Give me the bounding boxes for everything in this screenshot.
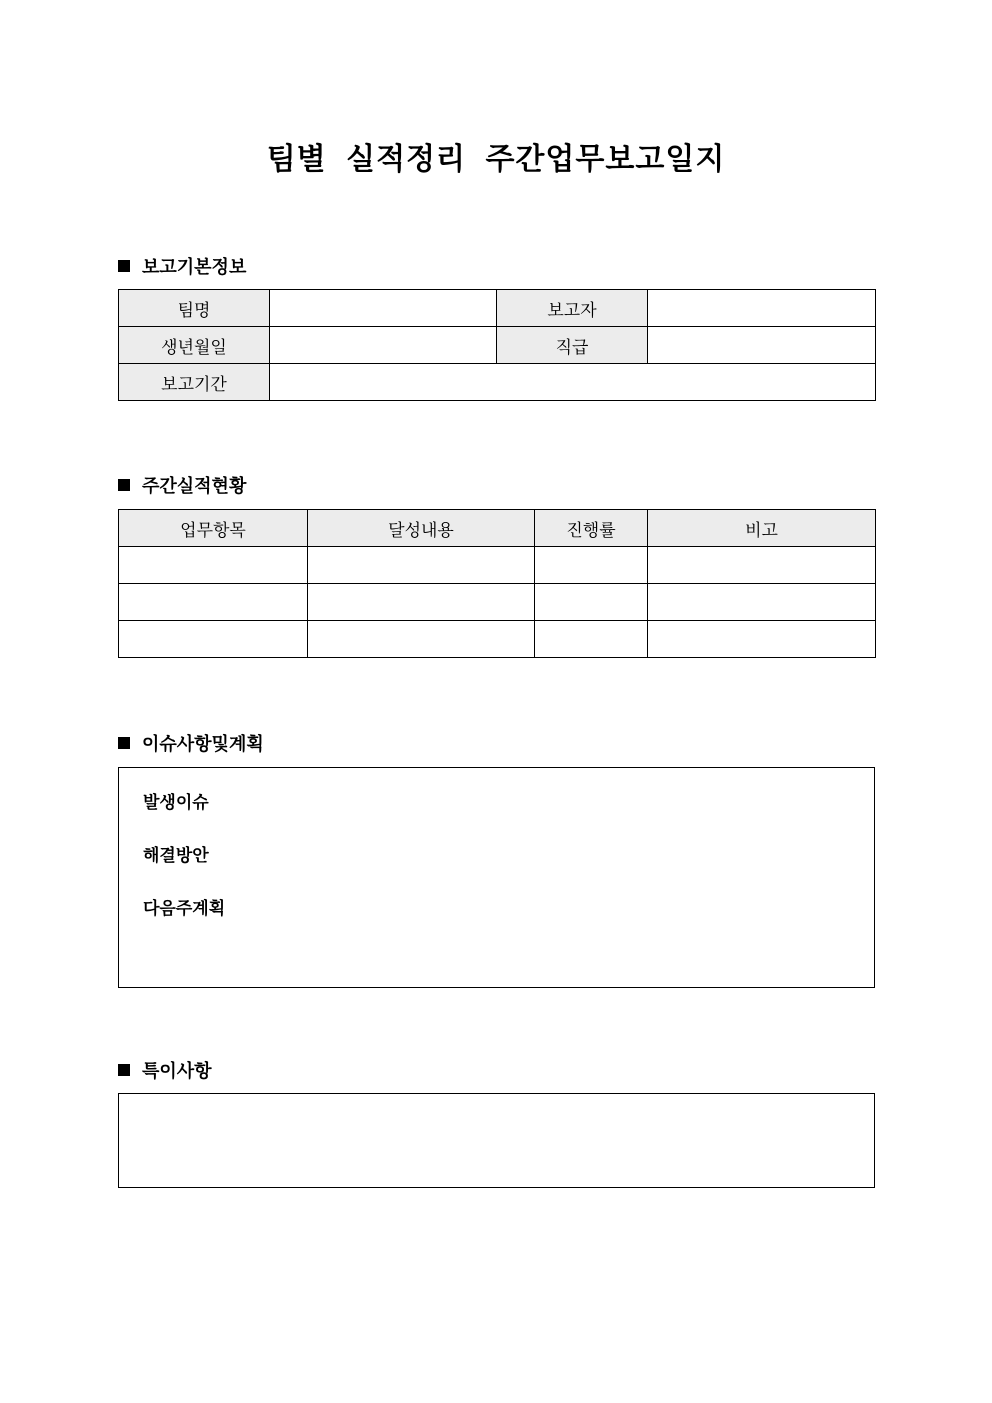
- square-bullet-icon: [118, 479, 130, 491]
- section-heading-label: 이슈사항및계획: [142, 734, 264, 755]
- progress-cell[interactable]: [535, 621, 648, 658]
- period-field[interactable]: [270, 364, 876, 401]
- achievement-cell[interactable]: [308, 621, 535, 658]
- square-bullet-icon: [118, 1064, 130, 1076]
- table-row: [119, 621, 876, 658]
- weekly-performance-table: [118, 509, 876, 658]
- reporter-label: 보고자: [497, 290, 648, 327]
- remarks-cell[interactable]: [648, 547, 876, 584]
- remarks-cell[interactable]: [648, 584, 876, 621]
- table-row: [119, 547, 876, 584]
- table-row: [119, 327, 876, 364]
- section-heading-basic-info: [118, 253, 246, 279]
- section-heading-label: 특이사항: [142, 1061, 212, 1082]
- progress-cell[interactable]: [535, 584, 648, 621]
- task-cell[interactable]: [119, 584, 308, 621]
- table-row: [119, 584, 876, 621]
- task-cell[interactable]: [119, 621, 308, 658]
- table-row: [119, 364, 876, 401]
- section-heading-label: 주간실적현황: [142, 476, 247, 497]
- team-field[interactable]: [270, 290, 497, 327]
- period-label: 보고기간: [119, 364, 270, 401]
- remarks-cell[interactable]: [648, 621, 876, 658]
- issue-occurrence-label: 발생이슈: [143, 793, 209, 813]
- section-heading-issues: [118, 730, 264, 756]
- team-label: 팀명: [119, 290, 270, 327]
- column-header-progress: 진행률: [535, 510, 648, 547]
- progress-cell[interactable]: [535, 547, 648, 584]
- position-field[interactable]: [648, 327, 876, 364]
- section-heading-notes: [118, 1057, 212, 1083]
- achievement-cell[interactable]: [308, 547, 535, 584]
- page-title: 팀별 실적정리 주간업무보고일지: [266, 142, 726, 177]
- birth-field[interactable]: [270, 327, 497, 364]
- column-header-remarks: 비고: [648, 510, 876, 547]
- issues-box[interactable]: [118, 767, 875, 988]
- birth-label: 생년월일: [119, 327, 270, 364]
- table-header-row: [119, 510, 876, 547]
- notes-box[interactable]: [118, 1093, 875, 1188]
- solution-label: 해결방안: [143, 846, 209, 866]
- section-heading-label: 보고기본정보: [142, 257, 247, 278]
- square-bullet-icon: [118, 737, 130, 749]
- basic-info-table: [118, 289, 876, 401]
- section-heading-weekly: [118, 472, 246, 498]
- task-cell[interactable]: [119, 547, 308, 584]
- next-week-plan-label: 다음주계획: [143, 899, 226, 919]
- column-header-task: 업무항목: [119, 510, 308, 547]
- achievement-cell[interactable]: [308, 584, 535, 621]
- square-bullet-icon: [118, 260, 130, 272]
- position-label: 직급: [497, 327, 648, 364]
- reporter-field[interactable]: [648, 290, 876, 327]
- table-row: [119, 290, 876, 327]
- column-header-achievement: 달성내용: [308, 510, 535, 547]
